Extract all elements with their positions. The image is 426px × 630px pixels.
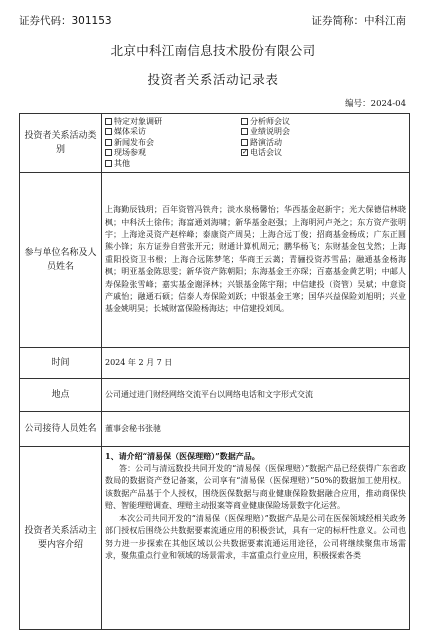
label-participants: 参与单位名称及人员姓名 — [20, 173, 102, 348]
content-answer-paragraph: 本次公司共同开发的“清易保（医保理赔）”数据产品是公司在医保领域经相关政务部门授权后围绕公共数据要素流通应用的积极尝试，具有一定的标杆性意义。公司也努力进一步探索在其他区域以公共数据要素流通运用途径，公司将继续聚焦市场需求，聚焦重点行业和领域的场景需求，丰富重点行业应用，积极探索各类 — [105, 513, 406, 560]
activity-option-label: 其他 — [114, 158, 130, 168]
activity-option — [241, 117, 391, 128]
row-receptionist — [20, 412, 410, 447]
label-content: 投资者关系活动主要内容介绍 — [20, 447, 102, 630]
row-participants — [20, 173, 410, 348]
checkbox — [105, 118, 112, 125]
activity-option — [105, 148, 241, 159]
stock-code: 证券代码：301153 — [19, 15, 112, 27]
document-number: 编号：2024-04 — [345, 99, 406, 109]
checkbox — [105, 139, 112, 146]
participants-text: 上海勤辰钱玥；百年资管冯铁舟；淡水泉杨馨怡；华西基金赵新宇；光大保德信林晓枫；中科沃土徐伟；海富通刘海啸；新华基金赵强；上海明河卢尧之；东方资产张明宇；上海途灵资产赵梓峰；泰康资产周昊；上海合远丁俊；招商基金杨成；广东正圆熊小锋；东方证券自营张开元；财通计算机周元；鹏华杨飞；东财基金包戈然；上海重阳投资卫书根；上海合远陈梦笔；华商王云蔼；青骊投资苏雪晶；融通基金杨海枫；明亚基金陈思雯；新华资产陈朝阳；东海基金王亦琛；百嘉基金黄艺明；中邮人寿保险张雪峰；嘉实基金谢泽林；兴银基金陈宇翔；中信建投（资管）吴斌；中意资产戚怡；融通石硕；信泰人寿保险刘跃；中银基金王寒；国华兴益保险刘旭明；兴业基金姚明昊；长城财富保险杨海达；中信建投刘凤。 — [102, 173, 410, 348]
label-activity-type: 投资者关系活动类别 — [20, 114, 102, 173]
activity-option-label: 业绩说明会 — [250, 127, 290, 137]
checkbox-grid — [105, 117, 406, 170]
row-activity-type — [20, 114, 410, 173]
content-question: 1、请介绍“清易保（医保理赔）”数据产品。 — [105, 451, 260, 461]
activity-option — [105, 159, 241, 170]
activity-option-label: 媒体采访 — [114, 127, 146, 137]
checkbox — [241, 128, 248, 135]
activity-option-label: 现场参观 — [114, 148, 146, 158]
activity-option — [241, 138, 391, 149]
activity-option-label: 分析师会议 — [250, 116, 290, 126]
row-time — [20, 348, 410, 379]
time-value: 2024 年 2 月 7 日 — [102, 348, 410, 379]
checkbox — [241, 118, 248, 125]
activity-options — [102, 114, 410, 173]
row-location — [20, 379, 410, 412]
label-time: 时间 — [20, 348, 102, 379]
activity-option — [105, 117, 241, 128]
activity-option-label: 新闻发布会 — [114, 137, 154, 147]
checked-checkbox — [241, 149, 248, 156]
activity-option-label: 电话会议 — [250, 148, 282, 158]
activity-option — [105, 127, 241, 138]
record-table — [19, 113, 410, 630]
checkbox — [105, 128, 112, 135]
stock-short-name: 证券简称：中科江南 — [311, 15, 406, 27]
row-content — [20, 447, 410, 630]
checkbox — [105, 160, 112, 167]
location-value: 公司通过进门财经网络交流平台以网络电话和文字形式交流 — [102, 379, 410, 412]
activity-option — [105, 138, 241, 149]
label-location: 地点 — [20, 379, 102, 412]
checkbox — [105, 149, 112, 156]
activity-option-label: 特定对象调研 — [114, 116, 162, 126]
label-receptionist: 公司接待人员姓名 — [20, 412, 102, 447]
content-answer-paragraph: 答：公司与清远数投共同开发的“清易保（医保理赔）”数据产品已经获得广东省政数局的数据资产登记备案，公司享有“清易保（医保理赔）”50%的数据加工使用权。该数据产品基于个人授权，围绕医保数据与商业健康保险数据融合应用，推动商保快赔、智能理赔调查、理赔主动报案等商业健康保险场景数字化运营。 — [105, 463, 406, 510]
receptionist-value: 董事会秘书张驰 — [102, 412, 410, 447]
content-body — [102, 447, 410, 630]
activity-option — [241, 127, 391, 138]
activity-option-label: 路演活动 — [250, 137, 282, 147]
record-title: 投资者关系活动记录表 — [147, 72, 279, 87]
activity-option — [241, 148, 391, 159]
checkbox — [241, 139, 248, 146]
company-title: 北京中科江南信息技术股份有限公司 — [110, 43, 316, 58]
